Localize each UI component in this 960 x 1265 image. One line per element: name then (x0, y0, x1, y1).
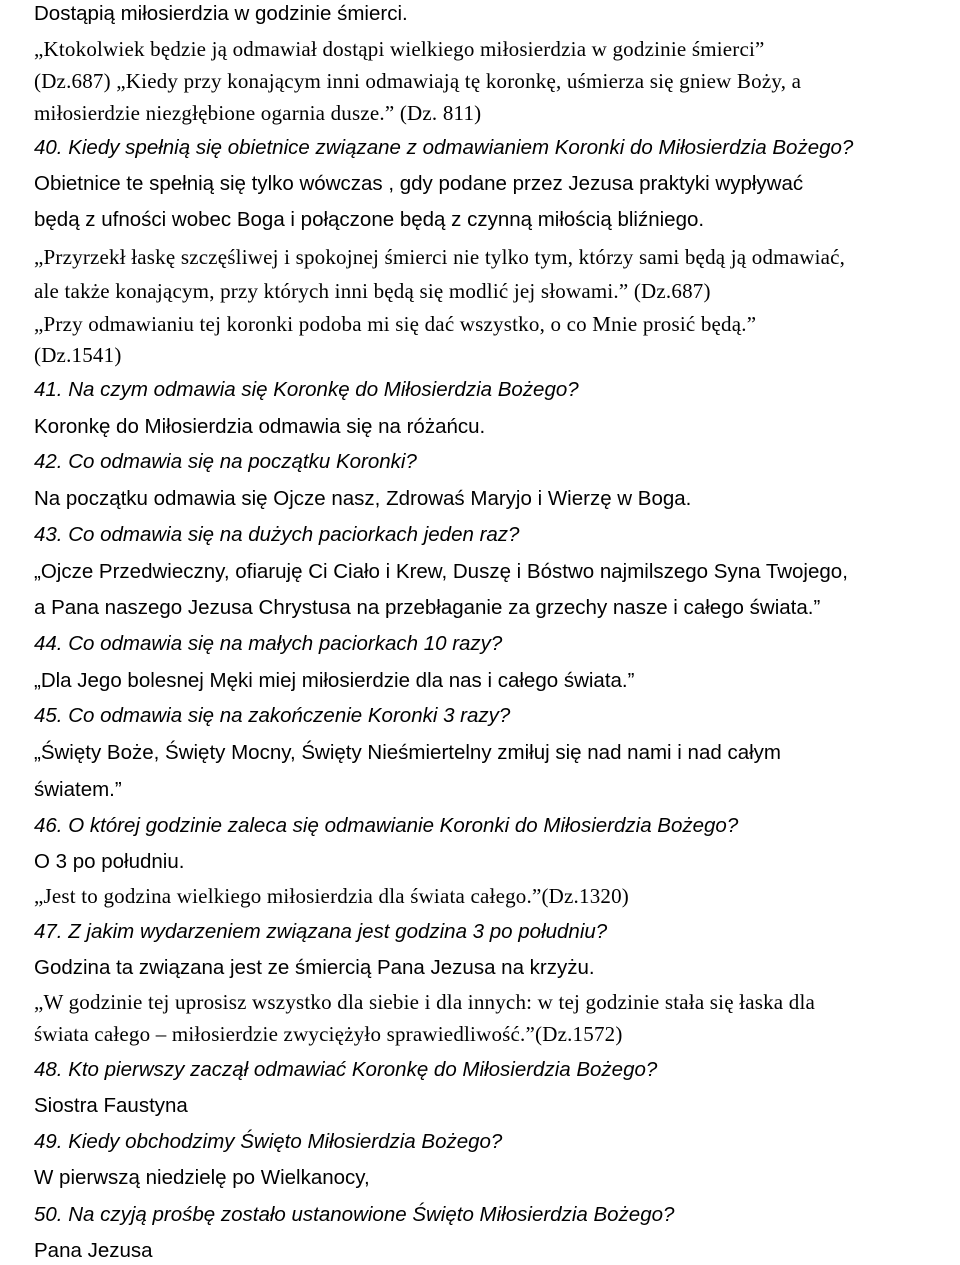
answer-line: Obietnice te spełnią się tylko wówczas , gdy podane przez Jezusa praktyki wypływać (34, 172, 804, 195)
answer-line: W pierwszą niedzielę po Wielkanocy, (34, 1166, 370, 1189)
quote-line: „W godzinie tej uprosisz wszystko dla siebie i dla innych: w tej godzinie stała się łaska dla (34, 990, 816, 1014)
quote-line: „Ktokolwiek będzie ją odmawiał dostąpi wielkiego miłosierdzia w godzinie śmierci” (34, 37, 765, 61)
answer-line: Siostra Faustyna (34, 1094, 188, 1117)
answer-line: a Pana naszego Jezusa Chrystusa na przebłaganie za grzechy nasze i całego świata.” (34, 596, 821, 619)
question-50: 50. Na czyją prośbę zostało ustanowione Święto Miłosierdzia Bożego? (34, 1203, 675, 1226)
quote-line: ale także konającym, przy których inni będą się modlić jej słowami.” (Dz.687) (34, 279, 711, 303)
answer-line: będą z ufności wobec Boga i połączone będą z czynną miłością bliźniego. (34, 208, 705, 231)
answer-line: światem.” (34, 778, 122, 801)
question-49: 49. Kiedy obchodzimy Święto Miłosierdzia Bożego? (34, 1130, 503, 1153)
answer-line: O 3 po południu. (34, 850, 185, 873)
answer-line: „Ojcze Przedwieczny, ofiaruję Ci Ciało i Krew, Duszę i Bóstwo najmilszego Syna Twojego, (34, 560, 848, 583)
question-48: 48. Kto pierwszy zaczął odmawiać Koronkę do Miłosierdzia Bożego? (34, 1058, 658, 1081)
quote-line: świata całego – miłosierdzie zwyciężyło sprawiedliwość.”(Dz.1572) (34, 1022, 623, 1046)
answer-line: Godzina ta związana jest ze śmiercią Pana Jezusa na krzyżu. (34, 956, 595, 979)
question-47: 47. Z jakim wydarzeniem związana jest godzina 3 po południu? (34, 920, 608, 943)
quote-line: miłosierdzie niezgłębione ogarnia dusze.” (Dz. 811) (34, 101, 482, 125)
question-45: 45. Co odmawia się na zakończenie Koronki 3 razy? (34, 704, 511, 727)
quote-line: „Jest to godzina wielkiego miłosierdzia dla świata całego.”(Dz.1320) (34, 884, 629, 908)
answer-line: Koronkę do Miłosierdzia odmawia się na różańcu. (34, 415, 486, 438)
question-43: 43. Co odmawia się na dużych paciorkach jeden raz? (34, 523, 520, 546)
question-46: 46. O której godzinie zaleca się odmawianie Koronki do Miłosierdzia Bożego? (34, 814, 739, 837)
question-44: 44. Co odmawia się na małych paciorkach 10 razy? (34, 632, 503, 655)
quote-line: „Przy odmawianiu tej koronki podoba mi się dać wszystko, o co Mnie prosić będą.” (34, 312, 757, 336)
quote-line: (Dz.687) „Kiedy przy konającym inni odmawiają tę koronkę, uśmierza się gniew Boży, a (34, 69, 802, 93)
answer-line: Pana Jezusa (34, 1239, 153, 1262)
section-heading: Dostąpią miłosierdzia w godzinie śmierci. (34, 2, 408, 25)
answer-line: „Święty Boże, Święty Mocny, Święty Nieśmiertelny zmiłuj się nad nami i nad całym (34, 741, 781, 764)
quote-line: (Dz.1541) (34, 343, 122, 367)
question-41: 41. Na czym odmawia się Koronkę do Miłosierdzia Bożego? (34, 378, 579, 401)
answer-line: Na początku odmawia się Ojcze nasz, Zdrowaś Maryjo i Wierzę w Boga. (34, 487, 692, 510)
question-42: 42. Co odmawia się na początku Koronki? (34, 450, 417, 473)
quote-line: „Przyrzekł łaskę szczęśliwej i spokojnej śmierci nie tylko tym, którzy sami będą ją odmawiać, (34, 245, 846, 269)
question-40: 40. Kiedy spełnią się obietnice związane z odmawianiem Koronki do Miłosierdzia Bożego? (34, 136, 854, 159)
answer-line: „Dla Jego bolesnej Męki miej miłosierdzie dla nas i całego świata.” (34, 669, 635, 692)
